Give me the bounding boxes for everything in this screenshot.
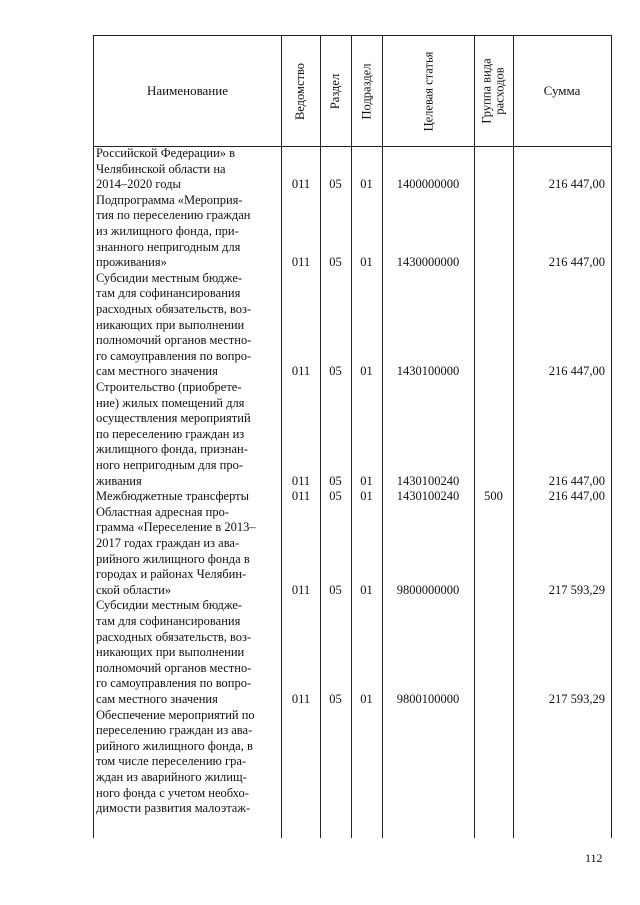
row-name-line: живания [96, 473, 142, 488]
row-name-line: рийного жилищного фонда, в [96, 738, 253, 753]
row-name-line: рийного жилищного фонда в [96, 551, 250, 566]
row-name-line: тия по переселению граждан [96, 208, 251, 223]
row-name-line: сам местного значения [96, 364, 218, 379]
cell-razdel: 05 [329, 582, 342, 597]
row-name [96, 193, 279, 271]
cell-vedomstvo: 011 [291, 255, 311, 270]
cell-podrazdel: 01 [360, 473, 373, 488]
cell-summa: 216 447,00 [548, 364, 605, 379]
row-name-line: го самоуправления по вопро- [96, 676, 252, 691]
cell-podrazdel: 01 [360, 255, 373, 270]
row-name-line: Межбюджетные трансферты [96, 489, 250, 504]
col-border-celevaya [474, 35, 475, 838]
header-name: Наименование [147, 83, 228, 98]
row-name-line: полномочий органов местно- [96, 660, 252, 675]
row-name-line: Субсидии местным бюдже- [96, 270, 243, 285]
cell-razdel: 05 [329, 255, 342, 270]
row-name-line: Строительство (приобрете- [96, 380, 242, 394]
header-gruppa [475, 36, 513, 146]
row-name-line: знанного непригодным для [96, 239, 241, 254]
row-name-line: там для софинансирования [96, 286, 241, 301]
page-number: 112 [585, 851, 603, 865]
row-name-line: Областная адресная про- [96, 504, 230, 519]
row-name-line: жилищного фонда, признан- [96, 442, 248, 457]
header-celevaya [383, 36, 474, 146]
cell-razdel: 05 [329, 177, 342, 192]
cell-razdel: 05 [329, 364, 342, 379]
cell-vedomstvo: 011 [291, 473, 311, 488]
cell-podrazdel: 01 [360, 692, 373, 706]
header-vedomstvo [282, 36, 320, 146]
row-name-line: Субсидии местным бюдже- [96, 598, 243, 613]
row-name-line: 2017 годах граждан из ава- [96, 535, 240, 550]
row-name [96, 146, 279, 193]
cell-celevaya: 1430100240 [396, 489, 460, 504]
row-name-line: расходных обязательств, воз- [96, 301, 252, 316]
cell-celevaya: 1430100240 [396, 473, 460, 488]
cell-summa: 216 447,00 [548, 489, 605, 504]
col-border-gruppa [513, 35, 514, 838]
cell-vedomstvo: 011 [291, 364, 311, 379]
row-name-line: том числе переселению гра- [96, 754, 247, 769]
header-gruppa-text [481, 58, 507, 123]
row-name [96, 271, 279, 380]
row-name-line: димости развития малоэтаж- [96, 801, 251, 816]
header-gruppa-line2: расходов [493, 67, 508, 115]
row-name-line: ного непригодным для про- [96, 457, 244, 472]
row-name [96, 598, 279, 707]
row-name-line: никающих при выполнении [96, 645, 245, 660]
row-name-line: по переселению граждан из [96, 426, 245, 441]
col-border-podrazdel [382, 35, 383, 838]
cell-podrazdel: 01 [360, 177, 373, 192]
header-podrazdel [352, 36, 382, 146]
cell-podrazdel: 01 [360, 489, 373, 504]
col-border-right [611, 35, 612, 838]
col-border-ved [320, 35, 321, 838]
row-name-line: Российской Федерации» в [96, 146, 236, 160]
row-name-line: там для софинансирования [96, 613, 241, 628]
row-name-line: из жилищного фонда, при- [96, 223, 239, 238]
cell-vedomstvo: 011 [291, 692, 311, 706]
cell-vedomstvo: 011 [291, 582, 311, 597]
cell-gruppa: 500 [484, 489, 503, 504]
col-border-razdel [351, 35, 352, 838]
cell-summa: 217 593,29 [548, 582, 605, 597]
col-border-name [281, 35, 282, 838]
row-name-line: сам местного значения [96, 691, 218, 706]
row-name-line: грамма «Переселение в 2013– [96, 520, 256, 535]
header-razdel-text: Раздел [328, 73, 343, 109]
header-gruppa-line1: Группа вида [480, 58, 495, 124]
header-podrazdel-text: Подраздел [359, 63, 374, 119]
row-name-line: переселению граждан из ава- [96, 723, 253, 738]
row-name-line: ние) жилых помещений для [96, 395, 245, 410]
cell-vedomstvo: 011 [291, 177, 311, 192]
cell-razdel: 05 [329, 692, 342, 706]
cell-celevaya: 1430100000 [396, 364, 460, 379]
col-border-left [93, 35, 94, 838]
row-name [96, 708, 279, 817]
cell-razdel: 05 [329, 473, 342, 488]
cell-summa: 216 447,00 [548, 473, 605, 488]
cell-summa: 216 447,00 [548, 255, 605, 270]
cell-celevaya: 9800100000 [396, 692, 460, 706]
row-name-line: Подпрограмма «Мероприя- [96, 192, 243, 207]
cell-summa: 216 447,00 [548, 177, 605, 192]
cell-summa: 217 593,29 [548, 692, 605, 706]
row-name-line: ждан из аварийного жилищ- [96, 769, 247, 784]
row-name-line: никающих при выполнении [96, 317, 245, 332]
header-razdel [321, 36, 351, 146]
cell-celevaya: 1430000000 [396, 255, 460, 270]
row-name-line: Челябинской области на [96, 161, 226, 176]
row-name-line: го самоуправления по вопро- [96, 348, 252, 363]
row-name-line: ской области» [96, 582, 172, 597]
row-name [96, 489, 279, 505]
cell-celevaya: 9800000000 [396, 582, 460, 597]
cell-vedomstvo: 011 [291, 489, 311, 504]
row-name [96, 380, 279, 489]
row-name [96, 505, 279, 599]
header-celevaya-text: Целевая статья [420, 51, 435, 131]
row-name-line: городах и районах Челябин- [96, 567, 247, 582]
cell-podrazdel: 01 [360, 582, 373, 597]
cell-celevaya: 1400000000 [396, 177, 460, 192]
row-name-line: Обеспечение мероприятий по [96, 707, 255, 722]
cell-podrazdel: 01 [360, 364, 373, 379]
row-name-line: осуществления мероприятий [96, 411, 251, 426]
row-name-line: расходных обязательств, воз- [96, 629, 252, 644]
cell-razdel: 05 [329, 489, 342, 504]
row-name-line: полномочий органов местно- [96, 333, 252, 348]
row-name-line: ного фонда с учетом необхо- [96, 785, 249, 800]
header-vedomstvo-text: Ведомство [293, 62, 308, 120]
header-summa: Сумма [543, 83, 581, 98]
row-name-line: проживания» [96, 255, 167, 270]
row-name-line: 2014–2020 годы [96, 177, 181, 192]
